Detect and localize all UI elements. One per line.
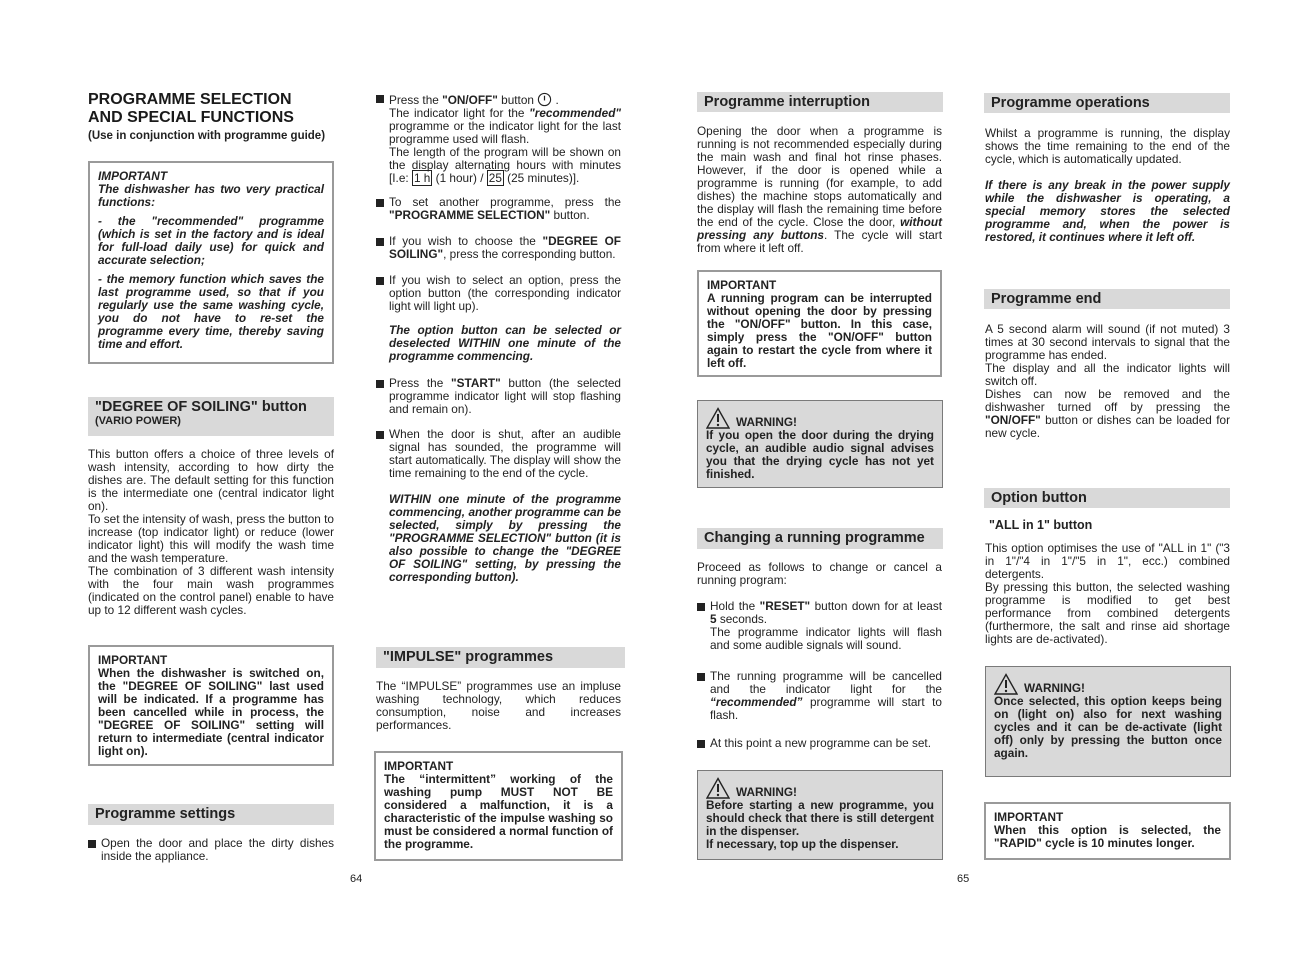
- list-item-text: At this point a new programme can be set.: [710, 736, 931, 750]
- text-run-bold: "PROGRAMME SELECTION": [389, 208, 551, 222]
- page-number: 64: [350, 873, 363, 885]
- bullet-square-icon: [697, 673, 705, 681]
- text-run-bold: "DEGREE OF SOILING": [389, 234, 621, 261]
- power-icon: [537, 92, 552, 107]
- text-run-bold: "START": [451, 376, 501, 390]
- text-run-bold: 5: [710, 612, 717, 626]
- important-head: IMPORTANT: [384, 759, 454, 773]
- section-bar-impulse: [376, 647, 625, 668]
- bullet-square-icon: [376, 238, 384, 246]
- text-run: button.: [550, 208, 590, 222]
- list-item: [376, 377, 621, 416]
- section-bar-label: "DEGREE OF SOILING" button: [95, 399, 307, 415]
- warning-head: WARNING!: [736, 785, 797, 799]
- text-run: (1 hour) /: [432, 171, 487, 185]
- text-run: A 5 second alarm will sound (if not muted) 3 times at 30 second intervals to signal that the programme has ended. The display and all the indicator lights will switch off. Dishes can now be removed and the dishwasher turned off by pressing the: [985, 322, 1230, 414]
- bullet-square-icon: [697, 740, 705, 748]
- list-item: [376, 92, 621, 185]
- important-body: When the dishwasher is switched on, the "DEGREE OF SOILING" last used will be indicated. If a programme has been cancelled while in process, the "DEGREE OF SOILING" setting will return to intermediate (central indicator light on).: [98, 666, 324, 758]
- text-run-bold: "ON/OFF": [985, 413, 1041, 427]
- section-bar-label: Programme interruption: [704, 94, 870, 110]
- section-bar-label: Changing a running programme: [704, 530, 925, 546]
- text-run-bold: "RESET": [759, 599, 811, 613]
- text-run: The running programme will be cancelled and the indicator light for the: [710, 669, 942, 696]
- text-run: programme or the indicator light for the last programme used will flash.: [389, 119, 621, 146]
- list-item: [88, 837, 334, 863]
- text-run: button down for at least: [810, 599, 943, 613]
- impulse-description: The “IMPULSE” programmes use an impluse washing technology, which reduces consumption, noise and increases performances.: [376, 679, 621, 732]
- operations-description: Whilst a programme is running, the display shows the time remaining to the end of the cycle, which is automatically updated.: [985, 126, 1230, 166]
- interruption-description: [697, 125, 942, 255]
- text-run: .: [555, 93, 559, 107]
- changing-description: Proceed as follows to change or cancel a running program:: [697, 560, 942, 587]
- text-run: Opening the door when a programme is running is not recommended especially during the main wash and final hot rinse phases. However, if the door is opened while a programme is running (for example, to add dishes) the machine stops automatically and the display will flash the remaining time before the end of the cycle. Close the door,: [697, 124, 942, 229]
- warning-head: WARNING!: [736, 415, 797, 429]
- important-head: IMPORTANT: [98, 169, 168, 183]
- text-run-bold-italic: "recommended": [529, 106, 621, 120]
- warning-head: WARNING!: [1024, 681, 1085, 695]
- bullet-square-icon: [376, 277, 384, 285]
- text-run-bold-italic: “recommended”: [710, 695, 803, 709]
- important-box-soiling: [88, 645, 334, 766]
- list-item: [697, 600, 942, 652]
- warning-triangle-icon: [706, 777, 730, 799]
- option-note: The option button can be selected or deselected WITHIN one minute of the programme commencing.: [389, 323, 621, 363]
- text-run: button (the selected programme indicator light will stop flashing and remain on).: [389, 376, 621, 416]
- important-body: A running program can be interrupted without opening the door by pressing the "ON/OFF" button. In this case, simply press the "ON/OFF" button again to restart the cycle from where it left off.: [707, 291, 932, 370]
- text-run: seconds.: [716, 612, 768, 626]
- warning-box-detergent: [697, 770, 943, 860]
- display-sample-hours: 1 h: [413, 171, 431, 185]
- important-body: When this option is selected, the "RAPID" cycle is 10 minutes longer.: [994, 823, 1221, 850]
- text-run: The length of the program will be shown on the display alternating hours with minutes [I.e:: [389, 145, 621, 185]
- important-head: IMPORTANT: [98, 653, 168, 667]
- section-bar-label: Programme operations: [991, 95, 1150, 111]
- allin1-heading: "ALL in 1" button: [989, 518, 1093, 532]
- text-run: Press the: [389, 376, 452, 390]
- page-number: 65: [957, 873, 970, 885]
- warning-box-option: [985, 666, 1231, 777]
- text-run: When the door is shut, after an audible signal has sounded, the programme will start automatically. The display will show the time remaining to the end of the cycle.: [389, 427, 621, 480]
- page-title-line1: PROGRAMME SELECTION: [88, 91, 292, 108]
- text-run: programme will start to flash.: [710, 695, 942, 722]
- text-run: , press the corresponding button.: [443, 247, 616, 261]
- programme-change-note: WITHIN one minute of the programme commencing, another programme can be selected, simply by pressing the "PROGRAMME SELECTION" button (it is also possible to change the "DEGREE OF SOILING" setting, by pressing the corresponding button).: [389, 492, 621, 584]
- bullet-square-icon: [376, 380, 384, 388]
- important-line: - the memory function which saves the last programme used, so that if you regularly use the same washing cycle, you do not have to re-set the programme every time, thereby saving time and effort.: [98, 272, 324, 351]
- list-item: [376, 428, 621, 584]
- text-run: To set another programme, press the: [389, 195, 621, 209]
- section-bar-label: Option button: [991, 490, 1087, 506]
- text-run-bold-italic: without pressing any buttons: [697, 215, 942, 242]
- list-item-text: Open the door and place the dirty dishes inside the appliance.: [101, 836, 334, 863]
- soiling-description: This button offers a choice of three levels of wash intensity, according to how dirty the dishes are. The default setting for this function is the intermediate one (central indicator light on). To set the intensity of wash, press the button to increase (top indicator light) or reduce (lower indicator light) this will modify the wash time and the wash temperature. The combination of 3 different wash intensity with the four main wash programmes (indicated on the control panel) enable to have up to 12 different wash cycles.: [88, 447, 334, 617]
- text-run: The programme indicator lights will flash and some audible signals will sound.: [710, 625, 942, 652]
- bullet-square-icon: [88, 840, 96, 848]
- section-bar-end: [984, 289, 1230, 309]
- important-box-interruption: [697, 270, 942, 377]
- warning-triangle-icon: [994, 673, 1018, 695]
- display-sample-minutes: 25: [488, 171, 502, 185]
- section-bar-label: Programme end: [991, 291, 1102, 307]
- important-line: The dishwasher has two very practical functions:: [98, 182, 324, 209]
- bullet-square-icon: [697, 603, 705, 611]
- section-bar-label: "IMPULSE" programmes: [383, 649, 554, 665]
- important-body: The “intermittent” working of the washing pump MUST NOT BE considered a malfunction, it is a characteristic of the impulse washing so must be considered a normal function of the programme.: [384, 772, 613, 851]
- end-description: [985, 323, 1230, 440]
- page-title-line2: AND SPECIAL FUNCTIONS: [88, 109, 294, 126]
- list-item: [376, 274, 621, 363]
- section-bar-label: Programme settings: [95, 806, 236, 822]
- bullet-square-icon: [376, 199, 384, 207]
- section-bar-operations: [984, 93, 1230, 113]
- text-run: . The cycle will start from where it left off.: [697, 228, 942, 255]
- text-run: button or dishes can be loaded for new cycle.: [985, 413, 1230, 440]
- list-item: [697, 737, 942, 750]
- text-run: button: [497, 93, 534, 107]
- list-item: [697, 670, 942, 722]
- page-subtitle: (Use in conjunction with programme guide): [88, 130, 326, 142]
- important-box-impulse: [374, 751, 623, 861]
- text-run: If you wish to select an option, press the option button (the corresponding indicator light will light up).: [389, 273, 621, 313]
- text-run: Hold the: [710, 599, 760, 613]
- section-bar-changing: [697, 528, 943, 549]
- important-head: IMPORTANT: [994, 810, 1064, 824]
- bullet-square-icon: [376, 431, 384, 439]
- section-bar-settings: [88, 804, 334, 825]
- power-failure-note: If there is any break in the power supply while the dishwasher is operating, a special memory stores the selected programme and, when the power is restored, it continues where it left off.: [985, 178, 1230, 244]
- text-run: The indicator light for the: [389, 106, 530, 120]
- section-bar-soiling: [88, 397, 334, 436]
- warning-box-drying: [697, 400, 943, 488]
- list-item: [376, 196, 621, 222]
- important-box-rapid: [984, 802, 1231, 860]
- important-box-functions: [88, 161, 334, 364]
- warning-body: Once selected, this option keeps being on (light on) also for next washing cycles and it can be de-activate (light off) only by pressing the button once again.: [994, 694, 1222, 760]
- important-line: - the "recommended" programme (which is set in the factory and is ideal for full-load daily use) for quick and accurate selection;: [98, 214, 324, 267]
- text-run: Press the: [389, 93, 443, 107]
- warning-triangle-icon: [706, 407, 730, 429]
- text-run: (25 minutes)].: [503, 171, 580, 185]
- text-run: If you wish to choose the: [389, 234, 543, 248]
- text-run-bold: "ON/OFF": [442, 93, 498, 107]
- important-head: IMPORTANT: [707, 278, 777, 292]
- section-bar-interruption: [697, 92, 943, 112]
- list-item: [376, 235, 621, 261]
- bullet-square-icon: [376, 95, 384, 103]
- allin1-description: This option optimises the use of "ALL in 1" ("3 in 1"/"4 in 1"/"5 in 1", ecc.) combined detergents. By pressing this button, the selected washing programme is modified to get best performance from combined detergents (furthermore, the salt and rinse aid shortage lights are de-activated).: [985, 541, 1230, 646]
- warning-body: If you open the door during the drying cycle, an audible audio signal advises you that the drying cycle has not yet finished.: [706, 428, 934, 481]
- section-bar-sublabel: (VARIO POWER): [95, 415, 181, 427]
- warning-body: Before starting a new programme, you should check that there is still detergent in the dispenser. If necessary, top up the dispenser.: [706, 798, 934, 851]
- section-bar-option: [984, 488, 1230, 508]
